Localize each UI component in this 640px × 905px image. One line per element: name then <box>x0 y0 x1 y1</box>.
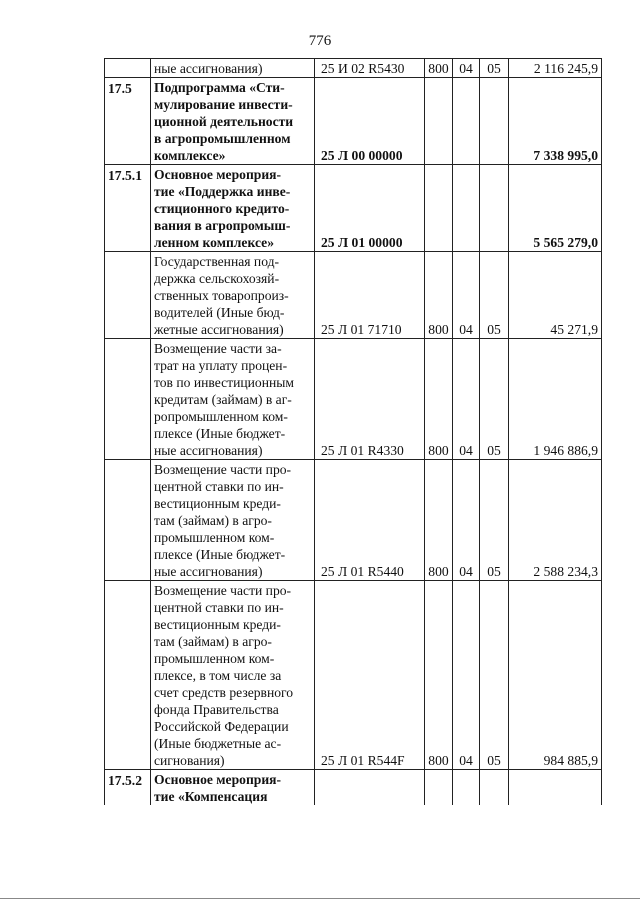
item-name-line: промышленном ком- <box>154 651 275 666</box>
cell-item-number: 17.5.1 <box>105 165 151 252</box>
cell-item-name <box>151 252 315 339</box>
item-name-line: Подпрограмма «Сти- <box>154 80 285 95</box>
item-name-line: комплексе» <box>154 148 226 163</box>
cell-expense-type: 800 <box>425 252 453 339</box>
cell-subsection: 05 <box>480 581 509 770</box>
table-row <box>105 78 602 165</box>
item-name-line: вания в агропромыш- <box>154 218 291 233</box>
cell-item-name <box>151 78 315 165</box>
page-number: 776 <box>308 33 332 49</box>
item-name-line: там (займам) в агро- <box>154 634 272 649</box>
cell-amount: 1 946 886,9 <box>509 339 602 460</box>
item-name-line: там (займам) в агро- <box>154 513 272 528</box>
cell-amount: 2 588 234,3 <box>509 460 602 581</box>
item-name-line: вестиционным креди- <box>154 496 281 511</box>
cell-section: 04 <box>453 59 480 78</box>
item-name-line: Возмещение части за- <box>154 341 282 356</box>
table-row <box>105 165 602 252</box>
table-row <box>105 460 602 581</box>
cell-section: 04 <box>453 581 480 770</box>
item-name-line: тие «Компенсация <box>154 789 268 804</box>
item-name-line: сигнования) <box>154 753 225 768</box>
cell-section: 04 <box>453 252 480 339</box>
page-bottom-rule <box>0 898 640 899</box>
table-row <box>105 252 602 339</box>
item-name-line: промышленном ком- <box>154 530 275 545</box>
item-name-line: ные ассигнования) <box>154 564 263 579</box>
cell-expense-type <box>425 770 453 806</box>
cell-expense-type: 800 <box>425 581 453 770</box>
cell-amount <box>509 770 602 806</box>
cell-amount: 5 565 279,0 <box>509 165 602 252</box>
item-name-line: ные ассигнования) <box>154 443 263 458</box>
cell-section <box>453 770 480 806</box>
item-name-line: трат на уплату процен- <box>154 358 288 373</box>
cell-section: 04 <box>453 460 480 581</box>
item-name-line: тие «Поддержка инве- <box>154 184 291 199</box>
cell-target-code: 25 Л 01 71710 <box>315 252 425 339</box>
budget-table <box>104 58 602 805</box>
cell-subsection <box>480 770 509 806</box>
item-name-line: жетные ассигнования) <box>154 322 284 337</box>
item-name-line: ропромышленном ком- <box>154 409 288 424</box>
cell-subsection: 05 <box>480 339 509 460</box>
item-name-line: счет средств резервного <box>154 685 294 700</box>
item-name-line: Возмещение части про- <box>154 462 292 477</box>
item-name-line: плексе, в том числе за <box>154 668 282 683</box>
item-name-line: тов по инвестиционным <box>154 375 294 390</box>
cell-subsection: 05 <box>480 59 509 78</box>
cell-subsection <box>480 78 509 165</box>
item-name-line: плексе (Иные бюджет- <box>154 547 286 562</box>
cell-item-name <box>151 59 315 78</box>
cell-item-name <box>151 165 315 252</box>
item-name-line: водителей (Иные бюд- <box>154 305 285 320</box>
cell-item-number <box>105 59 151 78</box>
item-name-line: центной ставки по ин- <box>154 479 284 494</box>
item-name-line: ные ассигнования) <box>154 61 263 76</box>
item-name-line: мулирование инвести- <box>154 97 293 112</box>
cell-amount: 984 885,9 <box>509 581 602 770</box>
item-name-line: плексе (Иные бюджет- <box>154 426 286 441</box>
cell-subsection <box>480 165 509 252</box>
item-name-line: центной ставки по ин- <box>154 600 284 615</box>
cell-expense-type <box>425 165 453 252</box>
table-row <box>105 339 602 460</box>
table-row <box>105 770 602 806</box>
cell-subsection: 05 <box>480 252 509 339</box>
item-name-line: стиционного кредито- <box>154 201 290 216</box>
cell-amount: 7 338 995,0 <box>509 78 602 165</box>
cell-item-name <box>151 770 315 806</box>
cell-amount: 45 271,9 <box>509 252 602 339</box>
item-name-line: Государственная под- <box>154 254 280 269</box>
item-name-line: ленном комплексе» <box>154 235 274 250</box>
item-name-line: кредитам (займам) в аг- <box>154 392 292 407</box>
cell-expense-type: 800 <box>425 460 453 581</box>
cell-target-code: 25 И 02 R5430 <box>315 59 425 78</box>
cell-amount: 2 116 245,9 <box>509 59 602 78</box>
cell-item-number: 17.5.2 <box>105 770 151 806</box>
cell-item-name <box>151 339 315 460</box>
item-name-line: в агропромышленном <box>154 131 291 146</box>
item-name-line: (Иные бюджетные ас- <box>154 736 282 751</box>
cell-expense-type <box>425 78 453 165</box>
cell-section <box>453 78 480 165</box>
cell-expense-type: 800 <box>425 339 453 460</box>
item-name-line: Основное мероприя- <box>154 167 282 182</box>
item-name-line: фонда Правительства <box>154 702 279 717</box>
cell-target-code: 25 Л 01 R4330 <box>315 339 425 460</box>
cell-subsection: 05 <box>480 460 509 581</box>
cell-item-name <box>151 460 315 581</box>
item-name-line: держка сельскохозяй- <box>154 271 280 286</box>
cell-item-number <box>105 339 151 460</box>
cell-target-code: 25 Л 01 R544F <box>315 581 425 770</box>
cell-target-code: 25 Л 01 R5440 <box>315 460 425 581</box>
table-row <box>105 59 602 78</box>
item-name-line: Основное мероприя- <box>154 772 282 787</box>
item-name-line: ционной деятельности <box>154 114 294 129</box>
cell-item-number: 17.5 <box>105 78 151 165</box>
cell-target-code <box>315 770 425 806</box>
table-row <box>105 581 602 770</box>
item-name-line: ственных товаропроиз- <box>154 288 289 303</box>
table-body <box>105 59 602 806</box>
cell-target-code: 25 Л 01 00000 <box>315 165 425 252</box>
cell-item-number <box>105 252 151 339</box>
cell-item-number <box>105 581 151 770</box>
item-name-line: вестиционным креди- <box>154 617 281 632</box>
item-name-line: Российской Федерации <box>154 719 289 734</box>
cell-item-name <box>151 581 315 770</box>
cell-section <box>453 165 480 252</box>
item-name-line: Возмещение части про- <box>154 583 292 598</box>
cell-item-number <box>105 460 151 581</box>
cell-expense-type: 800 <box>425 59 453 78</box>
cell-target-code: 25 Л 00 00000 <box>315 78 425 165</box>
cell-section: 04 <box>453 339 480 460</box>
